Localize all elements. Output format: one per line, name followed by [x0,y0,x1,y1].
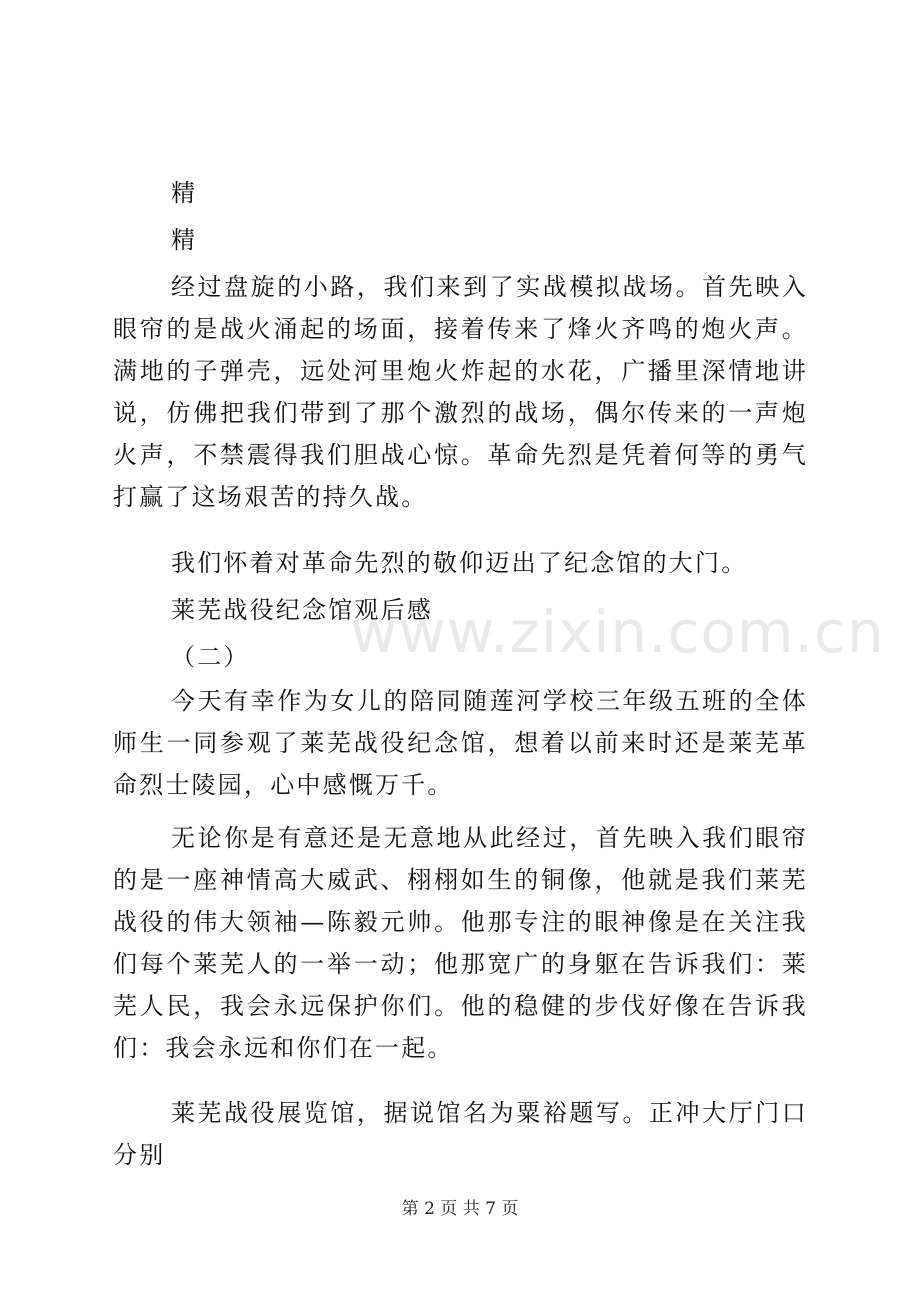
heading-text: 莱芜战役纪念馆观后感 [171,596,433,624]
watermark: www.zixin.com.cn [350,598,885,666]
section-title [113,589,808,631]
paragraph-text: 无论你是有意还是无意地从此经过，首先映入我们眼帘的是一座神情高大威武、栩栩如生的铜像，他就是我们莱芜战役的伟大领袖—陈毅元帅。他那专注的眼神像是在关注我们每个莱芜人的一举一动；他那宽广的身躯在告诉我们：莱芜人民，我会永远保护你们。他的稳健的步伐好像在告诉我们：我会永远和你们在一起。 [113,824,808,1062]
paragraph-text: 经过盘旋的小路，我们来到了实战模拟战场。首先映入眼帘的是战火涌起的场面，接着传来了烽火齐鸣的炮火声。满地的子弹壳，远处河里炮火炸起的水花，广播里深情地讲说，仿佛把我们带到了那个激烈的战场，偶尔传来的一声炮火声，不禁震得我们胆战心惊。革命先烈是凭着何等的勇气打赢了这场艰苦的持久战。 [113,273,808,511]
paragraph-text: 莱芜战役展览馆，据说馆名为粟裕题写。正冲大厅门口分别 [113,1099,808,1169]
paragraph-1 [113,172,808,214]
section-number [113,636,808,678]
paragraph-text: 我们怀着对革命先烈的敬仰迈出了纪念馆的大门。 [171,549,748,577]
paragraph-text: 精 [171,179,198,207]
paragraph-5 [113,680,808,806]
page-footer: 第 2 页 共 7 页 [401,1199,519,1219]
paragraph-4 [113,542,808,584]
paragraph-6 [113,817,808,1069]
paragraph-7 [113,1092,808,1176]
paragraph-3 [113,266,808,518]
paragraph-text: 精 [171,226,198,254]
heading-text: （二） [171,643,250,671]
paragraph-2 [113,219,808,261]
paragraph-text: 今天有幸作为女儿的陪同随莲河学校三年级五班的全体师生一同参观了莱芜战役纪念馆，想着以前来时还是莱芜革命烈士陵园，心中感慨万千。 [113,687,808,799]
